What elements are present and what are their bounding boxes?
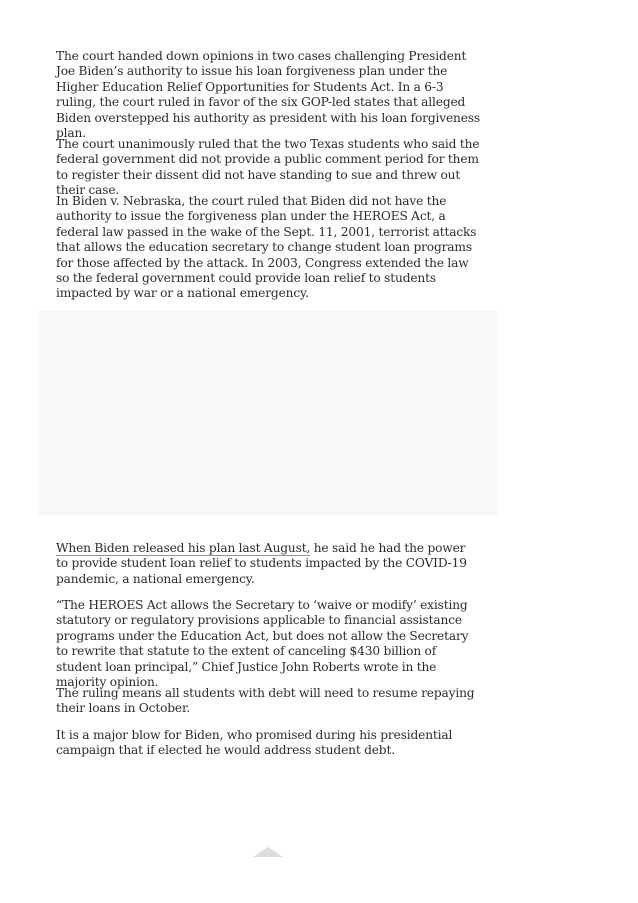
paragraph-roberts-quote: “The HEROES Act allows the Secretary to ‘waive or modify’ existing statutory or regulatory provisions applicable to financial assistance programs under the Education Act, but does not allow the Secretary to rewrite that statute to the extent of canceling $430 billion of student loan principal,” Chief Justice John Roberts wrote in the majority opinion.: [56, 598, 469, 690]
plan-release-link[interactable]: When Biden released his plan last August,: [56, 541, 311, 555]
caret-up-icon[interactable]: [253, 847, 283, 857]
paragraph-court-opinions: The court handed down opinions in two cases challenging President Joe Biden’s authority to issue his loan forgiveness plan under the Higher Education Relief Opportunities for Students Act. In a 6-3 ruling, the court ruled in favor of the six GOP-led states that alleged Biden overstepped his authority as president with his loan forgiveness plan.: [56, 49, 480, 141]
paragraph-biden-v-nebraska: In Biden v. Nebraska, the court ruled that Biden did not have the authority to issue the forgiveness plan under the HEROES Act, a federal law passed in the wake of the Sept. 11, 2001, terrorist attacks that allows the education secretary to change student loan programs for those affected by the attack. In 2003, Congress extended the law so the federal government could provide loan relief to students impacted by war or a national emergency.: [56, 194, 477, 301]
paragraph-texas-students: The court unanimously ruled that the two Texas students who said the federal government did not provide a public comment period for them to register their dissent did not have standing to sue and threw out their case.: [56, 137, 480, 198]
paragraph-major-blow: It is a major blow for Biden, who promised during his presidential campaign that if elected he would address student debt.: [56, 728, 453, 758]
paragraph-resume-repaying: The ruling means all students with debt will need to resume repaying their loans in October.: [56, 686, 475, 716]
paragraph-plan-release: [56, 541, 480, 587]
ad-placeholder: [38, 311, 498, 515]
plan-release-text: he said he had the power to provide student loan relief to students impacted by the COVID-19 pandemic, a national emergency.: [56, 541, 467, 586]
